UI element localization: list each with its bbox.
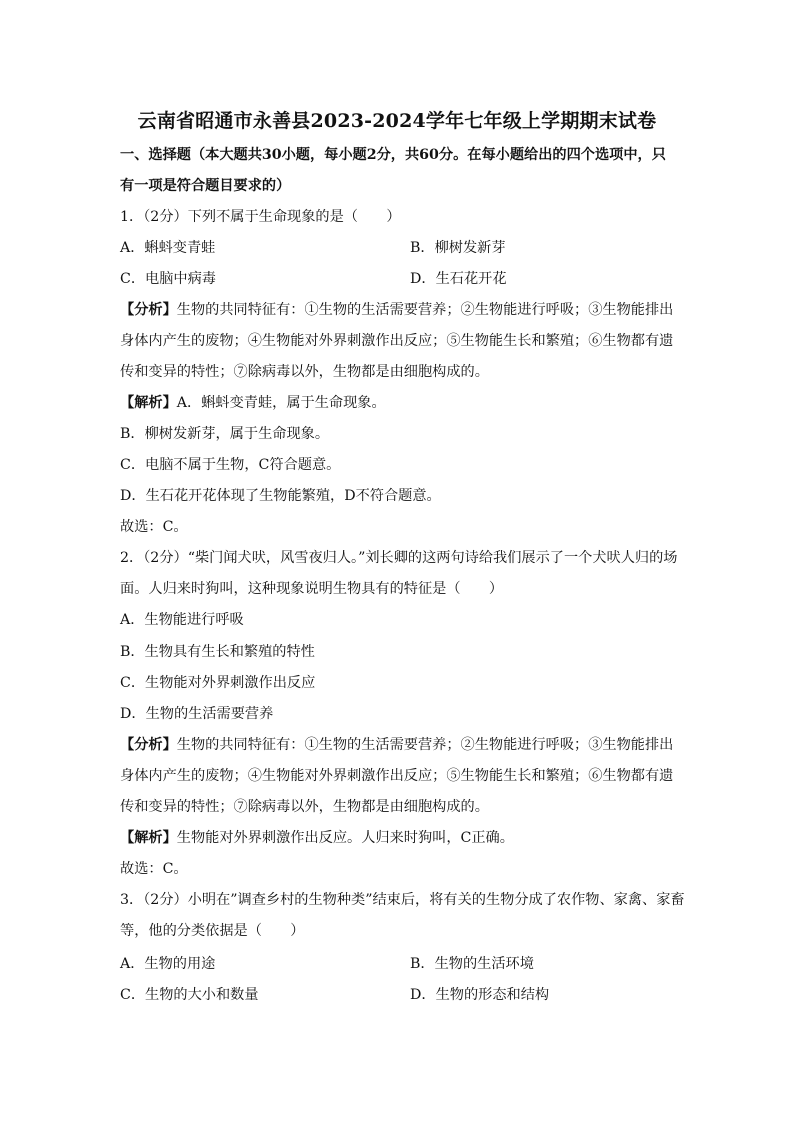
q1-option-a: A．蝌蚪变青蛙	[120, 240, 216, 256]
q2-analysis-tag: 【分析】	[120, 737, 177, 753]
q2-stem-line-1: 2．（2分）“柴门闻犬吠，风雪夜归人。”刘长卿的这两句诗给我们展示了一个犬吠人归的场	[120, 550, 678, 566]
q1-option-c: C．电脑中病毒	[120, 271, 216, 287]
q1-solution-tag: 【解析】	[120, 395, 177, 411]
q1-solution-line-2: B．柳树发新芽，属于生命现象。	[120, 426, 330, 442]
q2-option-d: D．生物的生活需要营养	[120, 706, 274, 722]
q2-solution-text: 生物能对外界刺激作出反应。人归来时狗叫，C正确。	[176, 830, 514, 846]
q2-stem-line-2: 面。人归来时狗叫，这种现象说明生物具有的特征是（ ）	[120, 581, 504, 597]
q2-analysis-line-3: 传和变异的特性；⑦除病毒以外，生物都是由细胞构成的。	[120, 799, 489, 815]
q1-solution-line-3: C．电脑不属于生物，C符合题意。	[120, 457, 341, 473]
q1-option-b: B．柳树发新芽	[410, 240, 506, 256]
q1-stem: 1．（2分）下列不属于生命现象的是（ ）	[120, 209, 401, 225]
q1-analysis-line-1	[120, 301, 680, 319]
q1-analysis-tag: 【分析】	[120, 302, 177, 318]
q2-analysis-line-1	[120, 736, 680, 754]
q1-analysis-line-3: 传和变异的特性；⑦除病毒以外，生物都是由细胞构成的。	[120, 364, 489, 380]
page-title: 云南省昭通市永善县2023-2024学年七年级上学期期末试卷	[137, 110, 657, 132]
q1-analysis-text: 生物的共同特征有：①生物的生活需要营养；②生物能进行呼吸；③生物能排出	[176, 302, 674, 318]
q1-solution-line-4: D．生石花开花体现了生物能繁殖，D不符合题意。	[120, 488, 441, 504]
q3-option-b: B．生物的生活环境	[410, 956, 534, 972]
q3-stem-line-2: 等，他的分类依据是（ ）	[120, 923, 305, 939]
q1-answer: 故选：C。	[120, 519, 188, 535]
section-heading-line-2: 有一项是符合题目要求的）	[120, 178, 291, 194]
q3-option-d: D．生物的形态和结构	[410, 987, 550, 1003]
q1-analysis-line-2: 身体内产生的废物；④生物能对外界刺激作出反应；⑤生物能生长和繁殖；⑥生物都有遗	[120, 333, 674, 349]
q1-option-d: D．生石花开花	[410, 271, 507, 287]
q2-solution-line	[120, 829, 680, 847]
section-heading-line-1: 一、选择题（本大题共30小题，每小题2分，共60分。在每小题给出的四个选项中，只	[120, 147, 666, 163]
q2-analysis-text: 生物的共同特征有：①生物的生活需要营养；②生物能进行呼吸；③生物能排出	[176, 737, 674, 753]
q1-solution-line-1	[120, 394, 680, 412]
q1-solution-text: A．蝌蚪变青蛙，属于生命现象。	[176, 395, 386, 411]
q2-analysis-line-2: 身体内产生的废物；④生物能对外界刺激作出反应；⑤生物能生长和繁殖；⑥生物都有遗	[120, 768, 674, 784]
q2-option-c: C．生物能对外界刺激作出反应	[120, 675, 316, 691]
q3-option-a: A．生物的用途	[120, 956, 216, 972]
q2-option-b: B．生物具有生长和繁殖的特性	[120, 644, 315, 660]
q2-solution-tag: 【解析】	[120, 830, 177, 846]
q2-option-a: A．生物能进行呼吸	[120, 612, 244, 628]
q3-stem-line-1: 3．（2分）小明在”调查乡村的生物种类”结束后，将有关的生物分成了农作物、家禽、家畜	[120, 892, 685, 908]
q2-answer: 故选：C。	[120, 861, 188, 877]
q3-option-c: C．生物的大小和数量	[120, 987, 259, 1003]
